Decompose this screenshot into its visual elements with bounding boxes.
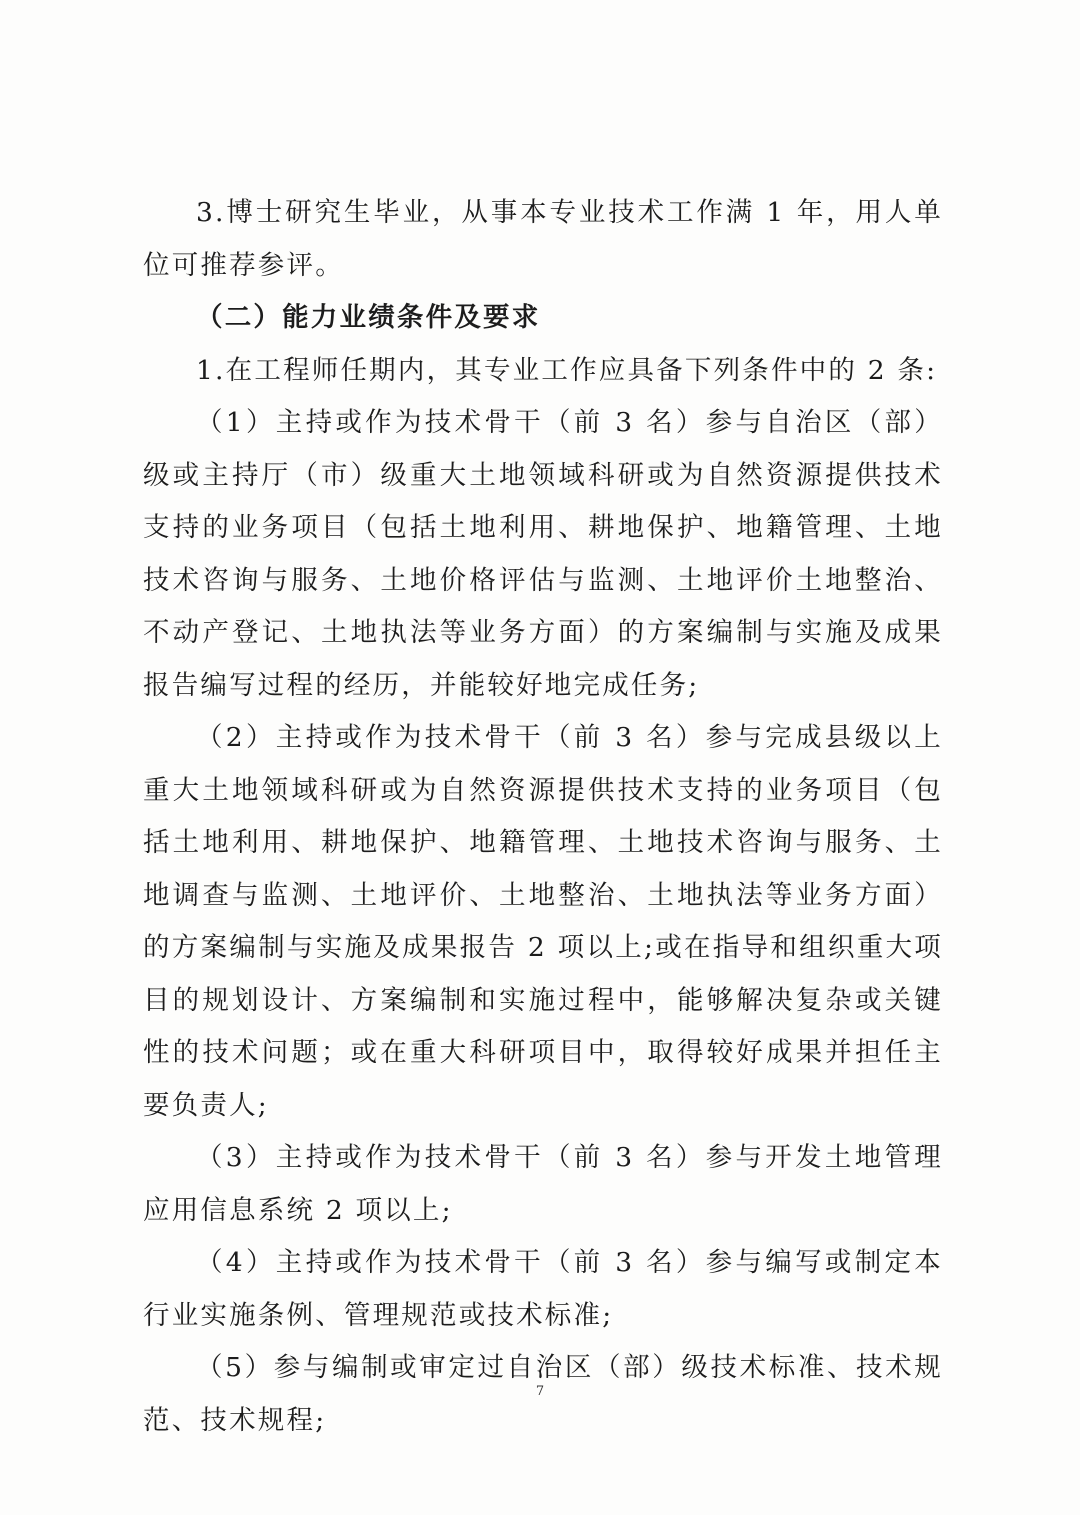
paragraph-condition-5: （5）参与编制或审定过自治区（部）级技术标准、技术规范、技术规程; [143, 1352, 943, 1436]
paragraph-condition-4: （4）主持或作为技术骨干（前 3 名）参与编写或制定本行业实施条例、管理规范或技术标准; [143, 1247, 943, 1331]
section-heading: （二）能力业绩条件及要求 [196, 302, 541, 333]
paragraph-doctoral-eligibility: 3.博士研究生毕业，从事本专业技术工作满 1 年，用人单位可推荐参评。 [143, 197, 943, 281]
paragraph-condition-1: （1）主持或作为技术骨干（前 3 名）参与自治区（部）级或主持厅（市）级重大土地领域科研或为自然资源提供技术支持的业务项目（包括土地利用、耕地保护、地籍管理、土地技术咨询与服务、土地价格评估与监测、土地评价土地整治、不动产登记、土地执法等业务方面）的方案编制与实施及成果报告编写过程的经历，并能较好地完成任务; [143, 407, 943, 701]
paragraph-item-intro: 1.在工程师任期内，其专业工作应具备下列条件中的 2 条: [196, 354, 938, 386]
body-text [143, 187, 943, 1447]
page-number: 7 [535, 1384, 545, 1399]
paragraph-condition-3: （3）主持或作为技术骨干（前 3 名）参与开发土地管理应用信息系统 2 项以上; [143, 1142, 943, 1226]
paragraph-condition-2: （2）主持或作为技术骨干（前 3 名）参与完成县级以上重大土地领域科研或为自然资源提供技术支持的业务项目（包括土地利用、耕地保护、地籍管理、土地技术咨询与服务、土地调查与监测、土地评价、土地整治、土地执法等业务方面）的方案编制与实施及成果报告 2 项以上;或在指导和组织重大项目的规划设计、方案编制和实施过程中，能够解决复杂或关键性的技术问题；或在重大科研项目中，取得较好成果并担任主要负责人; [143, 722, 943, 1121]
